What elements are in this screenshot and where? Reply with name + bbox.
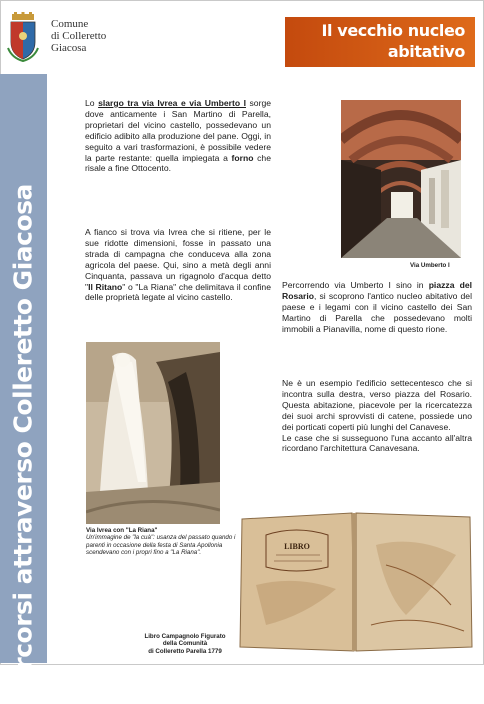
paragraph-forno (85, 98, 271, 174)
municipality-name (51, 18, 106, 54)
bride-caption-description: Un'immagine de "la cuà": usanza del passato quando i parenti in occasione della festa di Santa Apollonia scendevano con i propri fino a "La Riana". (86, 534, 236, 557)
bride-photo (86, 342, 220, 524)
side-band (0, 74, 47, 704)
highlight-forno: forno (231, 152, 254, 163)
page-title-line-1: Il vecchio nucleo (321, 21, 465, 40)
book-photo (236, 505, 476, 655)
paragraph-text: che risale a fine Ottocento. (85, 152, 271, 174)
book-caption-line-2: della Comunità (162, 640, 208, 648)
paragraph-text: Lo (85, 98, 99, 108)
coat-of-arms-icon (6, 12, 40, 62)
paragraph-text: Ne è un esempio l'edificio settecentesco che si incontra sulla destra, verso piazza del Rosario. Questa abitazione, piacevole per la ricercatezza dei suoi archi sprovvisti di catene, possiede uno dei porticati coperti più lunghi del Canavese. (282, 378, 472, 432)
book-caption-line-3: di Colleretto Parella 1779 (148, 647, 222, 655)
book-title-text: LIBRO (284, 542, 310, 551)
paragraph-text: sorge dove anticamente i San Martino di Parella, proprietari del vicino castello, possedevano un edificio adibito alla produzione del pane. Oggi, in seguito a vari trasformazioni, è possibile vedere la parte restante: quella impiegata a (85, 98, 272, 163)
book-caption (138, 633, 232, 655)
highlight-ritano: Il Ritano (88, 281, 123, 292)
bride-caption-title: Via Ivrea con "La Riana" (86, 527, 158, 534)
paragraph-edificio (282, 378, 472, 454)
municipality-line-3: Giacosa (51, 42, 87, 54)
page-title-line-2: abitativo (387, 42, 465, 61)
arcade-photo (341, 100, 461, 258)
bride-caption (86, 527, 236, 557)
paragraph-piazza-rosario (282, 280, 472, 335)
page-title (285, 20, 465, 62)
paragraph-text: , si scoprono l'antico nucleo abitativo del paese e i legami con il vicino castello dei San Martino di Parella che possedevano molti immobili a Pianavilla, nome di questo rione. (282, 290, 472, 334)
paragraph-text: " o "La Riana" che delimitava il confine delle proprietà legate al vicino castello. (85, 281, 271, 303)
paragraph-text: A fianco si trova via Ivrea che si ritiene, per le sue ridotte dimensioni, fosse in passato una strada di campagna che conduceva alla zona agricola del paese. Qui, sino a metà degli anni Cinquanta, passava un rigagnolo d'acqua detto " (85, 227, 271, 292)
paragraph-text: Percorrendo via Umberto I sino in (282, 280, 429, 290)
highlight-piazza: piazza del Rosario (282, 280, 472, 301)
municipality-line-1: Comune (51, 18, 89, 30)
title-banner (285, 17, 475, 67)
paragraph-text: Le case che si susseguono l'una accanto all'altra ricordano l'architettura Canavesana. (282, 432, 472, 454)
arcade-caption: Via Umberto I (410, 262, 450, 269)
municipality-line-2: di Colleretto (51, 30, 107, 42)
side-band-title: Percorsi attraverso Colleretto Giacosa (8, 184, 38, 704)
paragraph-via-ivrea (85, 227, 271, 303)
highlight-slargo: slargo tra via Ivrea e via Umberto I (98, 98, 246, 108)
book-caption-line-1: Libro Campagnolo Figurato (144, 633, 226, 640)
